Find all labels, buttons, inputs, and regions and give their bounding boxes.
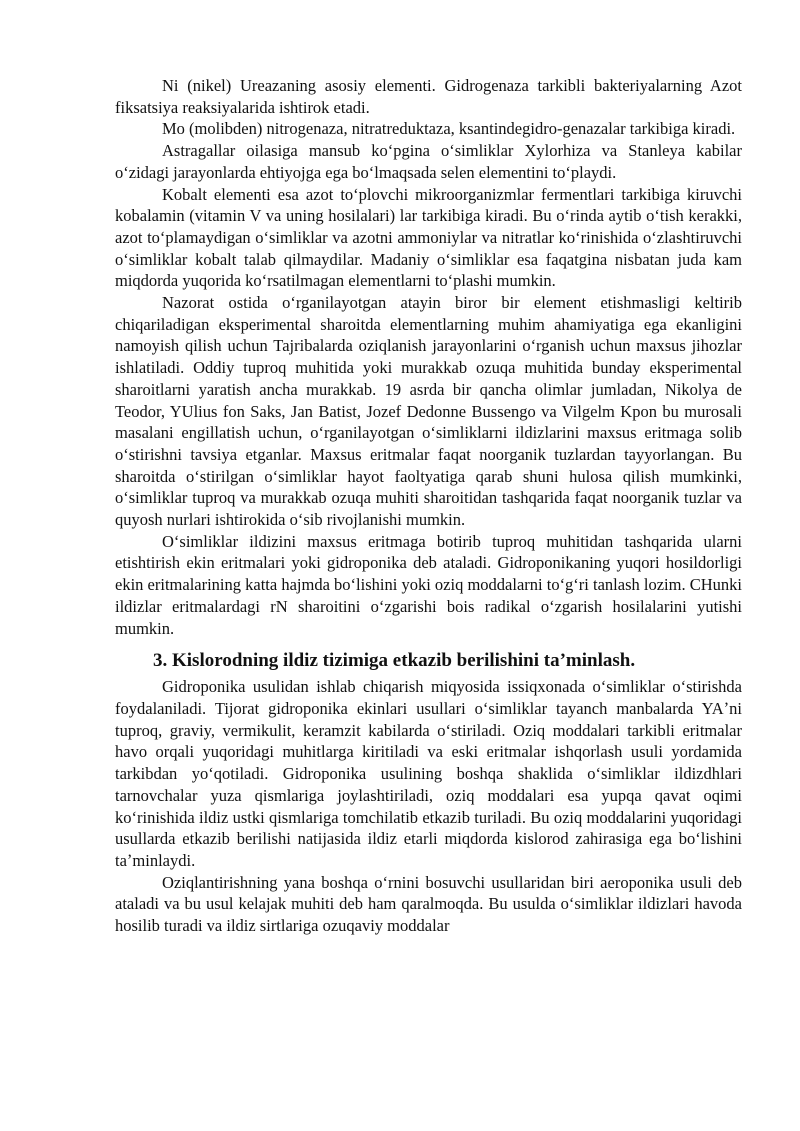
paragraph-molybdenum: Mo (molibden) nitrogenaza, nitratreduktaza, ksantindegidro-genazalar tarkibiga kiradi. (162, 119, 736, 139)
paragraph-selenium: Astragallar oilasiga mansub koʻpgina oʻsimliklar Xylorhiza va Stanleya kabilar oʻzidagi jarayonlarda ehtiyojga ega boʻlmaqsada selen elementini toʻplaydi. (115, 141, 742, 182)
paragraph-hydroponics-definition: Oʻsimliklar ildizini maxsus eritmaga botirib tuproq muhitidan tashqarida ularni etishtirish ekin eritmalari yoki gidroponika deb ataladi. Gidroponikaning yuqori hosildorligi ekin eritmalarining katta hajmda boʻlishini yoki oziq moddalarni toʻgʻri tanlash lozim. CHunki ildizlar eritmalardagi rN sharoitini oʻzgarishi bois radikal oʻzgarish hosilalarini yutishi mumkin. (115, 531, 742, 638)
paragraph-hydroponics-methods: Gidroponika usulidan ishlab chiqarish miqyosida issiqxonada oʻsimliklar oʻstirishda foydalaniladi. Tijorat gidroponika ekinlari usullari oʻsimliklar tayanch manbalarda YAʼni tuproq, graviy, vermikulit, keramzit kabilarda oʻstiriladi. Oziq moddalari tarkibli eritmalar havo orqali yuqoridagi muhitlarga kiritiladi va eski eritmalar ishqorlash usuli yordamida tarkibdan yoʻqotiladi. Gidroponika usulining boshqa shaklida oʻsimliklar ildizdhlari tarnovchalar yuza qismlariga joylashtiriladi, oziq moddalari esa yupqa qavat oqimi koʻrinishida ildiz ustki qismlariga tomchilatib etkazib turiladi. Bu oziq moddalarini yuqoridagi usullarda etkazib berilishi natijasida ildiz etarli miqdorda kislorod zahirasiga ega boʻlishini taʼminlaydi. (115, 677, 742, 870)
document-page (115, 75, 742, 937)
paragraph-nickel: Ni (nikel) Ureazaning asosiy elementi. Gidrogenaza tarkibli bakteriyalarning Azot fiksatsiya reaksiyalarida ishtirok etadi. (115, 76, 742, 117)
paragraph-aeroponics: Oziqlantirishning yana boshqa oʻrnini bosuvchi usullaridan biri aeroponika usuli deb ataladi va bu usul kelajak muhiti deb ham qaralmoqda. Bu usulda oʻsimliklar ildizlari havoda hosilib turadi va ildiz sirtlariga ozuqaviy moddalar (115, 872, 742, 936)
paragraph-cobalt: Kobalt elementi esa azot toʻplovchi mikroorganizmlar fermentlari tarkibiga kiruvchi kobalamin (vitamin V va uning hosilalari) lar tarkibiga kiradi. Bu oʻrinda aytib oʻtish kerakki, azot toʻplamaydigan oʻsimliklar va azotni ammoniylar va nitratlar koʻrinishida oʻzlashtiruvchi oʻsimliklar kobalt talab qilmaydilar. Madaniy oʻsimliklar esa faqatgina nisbatan juda kam miqdorda yuqorida koʻrsatilmagan elementlarni toʻplashi mumkin. (115, 184, 742, 291)
section-heading: 3. Kislorodning ildiz tizimiga etkazib berilishini taʼminlash. (153, 650, 636, 672)
paragraph-experimental-conditions: Nazorat ostida oʻrganilayotgan atayin biror bir element etishmasligi keltirib chiqariladigan eksperimental sharoitda elementlarning muhim ahamiyatiga ega ekanligini namoyish qilish uchun Tajribalarda oziqlanish jarayonlarini oʻrganish uchun maxsus jihozlar ishlatiladi. Oddiy tuproq muhitida yoki murakkab ozuqa muhitida bunday eksperimental sharoitlarni yaratish ancha murakkab. 19 asrda bir qancha olimlar jumladan, Nikolya de Teodor, YUlius fon Saks, Jan Batist, Jozef Dedonne Bussengo va Vilgelm Kpon bu murosali masalani engillatish uchun, oʻrganilayotgan oʻsimliklarni ildizlarini maxsus eritmaga solib oʻstirishni tavsiya etganlar. Maxsus eritmalar faqat noorganik tuzlardan tayyorlangan. Bu sharoitda oʻstirilgan oʻsimliklar hayot faoltyatiga qarab shuni hulosa qilish mumkinki, oʻsimliklar tuproq va murakkab ozuqa muhiti sharoitidan tashqarida faqat noorganik tuzlar va quyosh nurlari ishtirokida oʻsib rivojlanishi mumkin. (115, 293, 742, 530)
